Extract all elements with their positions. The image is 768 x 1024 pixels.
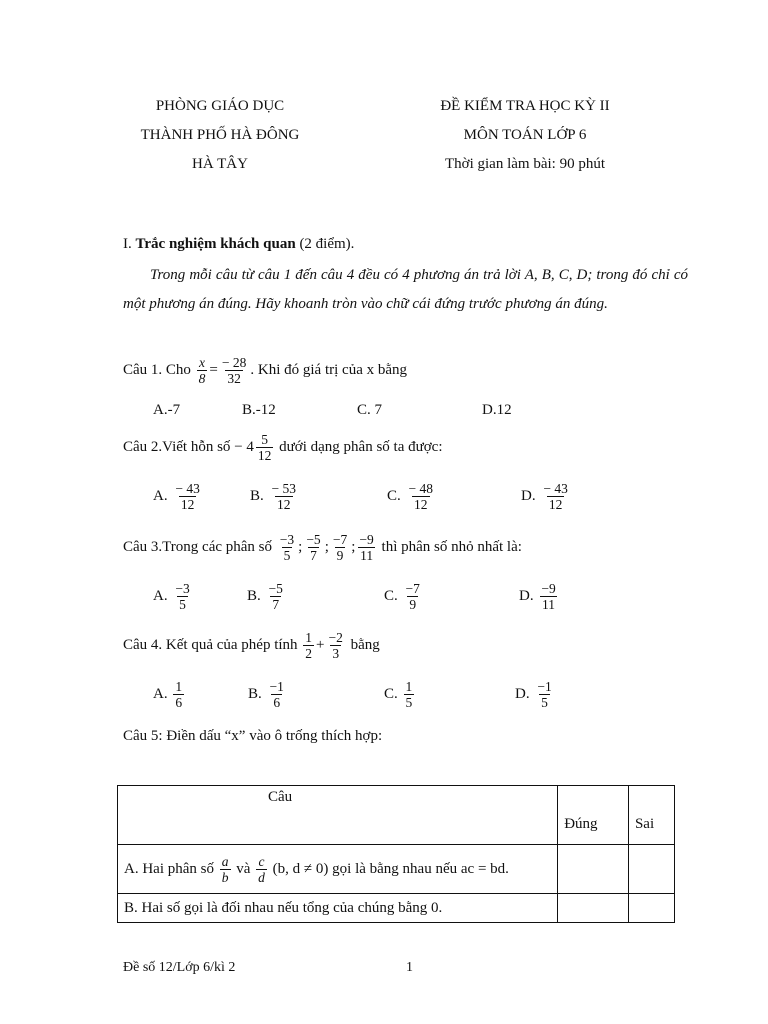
q4-option-a-fraction: [173, 679, 184, 710]
q4-a-den: 6: [175, 695, 183, 710]
q3-fraction-4: [357, 532, 375, 563]
q5-a-fraction-1: [220, 854, 231, 885]
q4-a-num: 1: [175, 679, 183, 694]
q4-option-a-label: A.: [153, 685, 168, 702]
q5-a-f1-num: a: [221, 853, 229, 869]
q4-option-b-label: B.: [248, 685, 262, 702]
q4-option-d-label: D.: [515, 685, 530, 702]
q5-header-cau: Câu: [118, 786, 558, 845]
q3-option-d-fraction: [539, 581, 557, 612]
q1-fraction-1: [197, 355, 208, 386]
question-5: Câu 5: Điền dấu “x” vào ô trống thích hợp:: [123, 728, 383, 744]
q4-option-a[interactable]: [153, 679, 186, 710]
q2-option-c[interactable]: [387, 481, 437, 512]
q1-option-b[interactable]: B.-12: [242, 402, 276, 418]
q5-table: [117, 785, 675, 923]
q2-option-c-label: C.: [387, 487, 401, 504]
q3-f2-num: −5: [306, 532, 321, 547]
q2-option-a[interactable]: [153, 481, 204, 512]
header-right-line-1: ĐỀ KIỂM TRA HỌC KỲ II: [440, 98, 610, 114]
exam-header: [400, 92, 650, 179]
q1-suffix: . Khi đó giá trị của x bằng: [250, 361, 408, 378]
q1-equals: =: [209, 361, 218, 378]
q3-sep-2: ;: [324, 538, 329, 555]
question-2: [123, 432, 443, 463]
q4-b-den: 6: [273, 695, 281, 710]
q2-option-b[interactable]: [250, 481, 300, 512]
q3-c-num: −7: [405, 581, 420, 596]
q2-option-a-fraction: [173, 481, 202, 512]
q1-fraction-2: [220, 355, 249, 386]
header-left-line-3: HÀ TÂY: [192, 156, 248, 172]
q3-option-d-label: D.: [519, 587, 534, 604]
q3-f1-num: −3: [279, 532, 295, 547]
q3-option-b[interactable]: [247, 581, 287, 612]
q3-option-d[interactable]: [519, 581, 560, 612]
q4-d-den: 5: [541, 695, 548, 710]
q2-c-num: − 48: [408, 481, 434, 496]
q4-option-c-fraction: [404, 679, 415, 710]
q4-f1-num: 1: [305, 630, 313, 645]
section-title: [123, 236, 354, 253]
q4-f2-den: 3: [332, 646, 340, 661]
q5-row-a-statement: [118, 845, 558, 894]
q4-suffix: bằng: [350, 636, 380, 653]
q5-header-sai: Sai: [628, 786, 674, 845]
q3-option-b-fraction: [267, 581, 285, 612]
q4-c-num: 1: [405, 679, 413, 694]
q5-row-b: [118, 894, 675, 923]
q3-sep-1: ;: [298, 538, 303, 555]
q3-suffix: thì phân số nhỏ nhất là:: [381, 538, 522, 555]
q2-mixed-fraction: [256, 432, 274, 463]
q2-option-a-label: A.: [153, 487, 168, 504]
q1-frac1-den: 8: [198, 371, 206, 386]
q2-c-den: 12: [414, 497, 428, 512]
q5-row-a-sai-cell[interactable]: [628, 845, 674, 894]
question-1: [123, 355, 407, 386]
q4-option-c[interactable]: [384, 679, 416, 710]
q5-a-fraction-2: [256, 854, 267, 885]
q3-option-a-fraction: [173, 581, 191, 612]
header-right-line-3: Thời gian làm bài: 90 phút: [445, 156, 605, 172]
q2-d-num: − 43: [543, 481, 568, 496]
q4-plus: +: [316, 636, 325, 653]
q3-d-num: −9: [541, 581, 556, 596]
q5-a-suffix: gọi là bằng nhau nếu ac = bd.: [332, 860, 509, 877]
q5-header-dung: Đúng: [558, 786, 629, 845]
q2-d-den: 12: [548, 497, 563, 512]
q5-a-f2-num: c: [258, 853, 265, 869]
q4-option-b-fraction: [268, 679, 286, 710]
q3-fraction-3: [331, 532, 349, 563]
q2-a-den: 12: [180, 497, 195, 512]
q3-option-c-label: C.: [384, 587, 398, 604]
q4-prefix: Câu 4. Kết quả của phép tính: [123, 636, 298, 653]
q2-option-c-fraction: [407, 481, 436, 512]
section-title-prefix: I.: [123, 236, 136, 252]
q3-a-num: −3: [175, 581, 190, 596]
q4-fraction-2: [327, 630, 345, 661]
q2-prefix: Câu 2.Viết hỗn số: [123, 438, 231, 455]
q1-option-a[interactable]: A.-7: [153, 402, 181, 418]
q5-row-a: [118, 845, 675, 894]
q2-option-d-label: D.: [521, 487, 536, 504]
q2-b-den: 12: [277, 497, 291, 512]
q2-mixed-den: 12: [257, 448, 272, 463]
q3-option-b-label: B.: [247, 587, 261, 604]
q3-f3-num: −7: [332, 532, 348, 547]
q2-option-d-fraction: [541, 481, 570, 512]
q3-b-num: −5: [268, 581, 283, 596]
q3-c-den: 9: [409, 597, 417, 612]
header-left-line-2: THÀNH PHỐ HÀ ĐÔNG: [140, 127, 300, 143]
footer-exam-code: Đề số 12/Lớp 6/kì 2: [123, 960, 236, 975]
q2-suffix: dưới dạng phân số ta được:: [279, 438, 443, 455]
q2-b-num: − 53: [271, 481, 297, 496]
q4-c-den: 5: [405, 695, 413, 710]
q4-option-c-label: C.: [384, 685, 398, 702]
q3-option-c-fraction: [404, 581, 422, 612]
q4-f1-den: 2: [305, 646, 313, 661]
q3-f3-den: 9: [336, 548, 344, 563]
q5-row-b-dung-cell[interactable]: [558, 894, 629, 923]
q4-fraction-1: [303, 630, 314, 661]
q2-mixed-num: 5: [261, 432, 269, 447]
question-3: [123, 532, 522, 563]
q3-a-den: 5: [179, 597, 186, 612]
q3-f4-num: −9: [359, 532, 374, 547]
q1-option-c[interactable]: C. 7: [357, 402, 383, 418]
q2-option-d[interactable]: [521, 481, 572, 512]
q4-b-num: −1: [269, 679, 284, 694]
footer-page-number: 1: [406, 960, 413, 975]
q4-option-b[interactable]: [248, 679, 288, 710]
q1-frac2-num: − 28: [221, 355, 247, 370]
q3-f4-den: 11: [360, 548, 374, 563]
section-title-suffix: (2 điểm).: [295, 236, 355, 252]
q2-option-b-label: B.: [250, 487, 264, 504]
q5-a-prefix: A. Hai phân số: [124, 860, 214, 877]
q1-prefix: Câu 1. Cho: [123, 361, 191, 378]
q3-d-den: 11: [542, 597, 556, 612]
instructions: Trong mỗi câu từ câu 1 đến câu 4 đều có 4 phương án trả lời A, B, C, D; trong đó chỉ có một phương án đúng. Hãy khoanh tròn vào chữ cái đứng trước phương án đúng.: [123, 267, 688, 312]
q4-option-d-fraction: [535, 679, 553, 710]
q2-option-b-fraction: [270, 481, 299, 512]
q3-prefix: Câu 3.Trong các phân số: [123, 538, 273, 555]
q3-fraction-2: [304, 532, 322, 563]
school-header: [120, 92, 320, 179]
q3-sep-3: ;: [351, 538, 356, 555]
q5-a-f1-den: b: [221, 869, 229, 885]
section-title-bold: Trắc nghiệm khách quan: [135, 236, 296, 252]
q5-row-b-sai-cell[interactable]: [628, 894, 674, 923]
q4-f2-num: −2: [328, 630, 343, 645]
q1-frac1-num: x: [199, 355, 206, 370]
q5-row-a-dung-cell[interactable]: [558, 845, 629, 894]
q2-mixed-int: − 4: [234, 439, 254, 455]
q3-fraction-1: [278, 532, 296, 563]
q5-a-f2-den: d: [258, 869, 265, 885]
q5-a-condition: (b, d ≠ 0): [272, 860, 329, 877]
q3-f2-den: 7: [310, 548, 317, 563]
q3-b-den: 7: [272, 597, 280, 612]
q5-row-b-statement: B. Hai số gọi là đối nhau nếu tổng của chúng bằng 0.: [118, 894, 558, 923]
header-left-line-1: PHÒNG GIÁO DỤC: [155, 98, 285, 114]
q5-a-and: và: [236, 860, 251, 877]
q3-option-a[interactable]: [153, 581, 194, 612]
q4-option-d[interactable]: [515, 679, 556, 710]
q3-option-a-label: A.: [153, 587, 168, 604]
q4-d-num: −1: [537, 679, 552, 694]
q1-option-d[interactable]: D.12: [482, 402, 512, 418]
question-4: [123, 630, 380, 661]
q1-frac2-den: 32: [227, 371, 241, 386]
header-right-line-2: MÔN TOÁN LỚP 6: [463, 127, 587, 143]
q3-option-c[interactable]: [384, 581, 424, 612]
q3-f1-den: 5: [283, 548, 291, 563]
q2-a-num: − 43: [175, 481, 200, 496]
